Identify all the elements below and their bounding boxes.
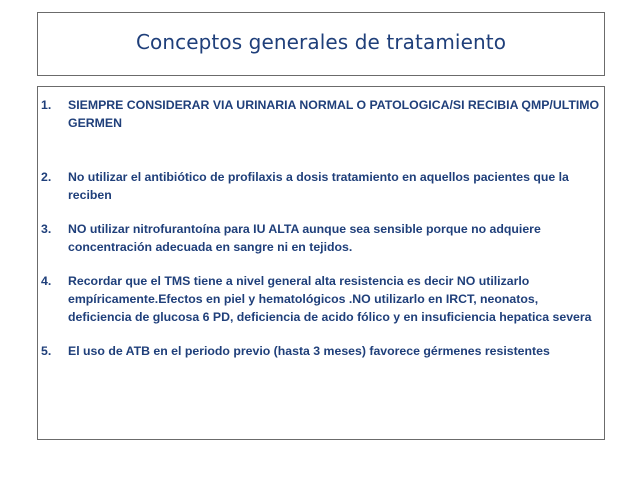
list-item (41, 168, 601, 204)
list-item (41, 342, 601, 360)
list-item-number: 2. (41, 170, 52, 184)
slide-title: Conceptos generales de tratamiento (135, 30, 507, 54)
list-item (41, 272, 601, 326)
list-item (41, 96, 601, 132)
list-item-number: 4. (41, 274, 52, 288)
title-box (37, 12, 605, 76)
list-item (41, 220, 601, 256)
list-item-text: El uso de ATB en el periodo previo (hasta 3 meses) favorece gérmenes resistentes (68, 344, 550, 358)
list-item-text: NO utilizar nitrofurantoína para IU ALTA aunque sea sensible porque no adquiere concentración adecuada en sangre ni en tejidos. (68, 222, 541, 254)
list-item-text: Recordar que el TMS tiene a nivel general alta resistencia es decir NO utilizarlo empíricamente.Efectos en piel y hematológicos .NO utilizarlo en IRCT, neonatos, deficiencia de glucosa 6 PD, deficiencia de acido fólico y en insuficiencia hepatica severa (68, 274, 592, 324)
list-item-number: 5. (41, 344, 52, 358)
list-item-text: SIEMPRE CONSIDERAR VIA URINARIA NORMAL O PATOLOGICA/SI RECIBIA QMP/ULTIMO GERMEN (68, 98, 600, 130)
content-box (37, 86, 605, 440)
numbered-list (41, 96, 601, 376)
list-item-number: 3. (41, 222, 52, 236)
list-item-number: 1. (41, 98, 52, 112)
list-item-text: No utilizar el antibiótico de profilaxis a dosis tratamiento en aquellos pacientes que la reciben (68, 170, 569, 202)
